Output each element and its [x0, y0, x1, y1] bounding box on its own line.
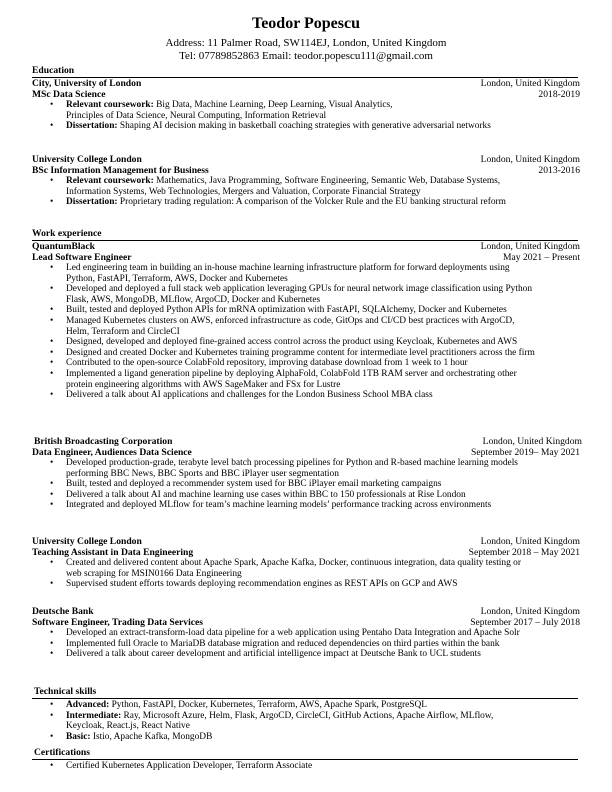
- candidate-name: Teodor Popescu: [251, 15, 360, 32]
- bullet-line: Developed an extract-transform-load data pipeline for a web application using Pentaho Data Integration and Apache Solr: [66, 628, 520, 638]
- entry-location: London, United Kingdom: [482, 436, 582, 447]
- bullet-dot: •: [50, 337, 54, 348]
- bullet-line: Delivered a talk about career development and artificial intelligence impact at Deutsche Bank to UCL students: [66, 649, 481, 660]
- bullet-line: Designed, developed and deployed fine-grained access control across the product using Keycloak, Kubernetes and AWS: [66, 337, 518, 348]
- entry-bullets: [50, 628, 600, 660]
- bullet-dot: •: [50, 638, 54, 649]
- entry-location: London, United Kingdom: [480, 606, 580, 617]
- entry-bullets: [50, 458, 600, 511]
- bullet-line: Certified Kubernetes Application Developer, Terraform Associate: [66, 761, 313, 771]
- entry-header-row: [32, 606, 580, 617]
- organization-name: British Broadcasting Corporation: [34, 436, 173, 447]
- bullet-item: [50, 390, 600, 401]
- bullet-item: [50, 732, 600, 743]
- bullet-line: Information Systems, Web Technologies, Mergers and Valuation, Corporate Financial Strategy: [66, 186, 421, 197]
- bullet-item: [50, 369, 600, 390]
- contact-line: Tel: 07789852863 Email: teodor.popescu111@gmail.com: [179, 50, 433, 62]
- entry-location: London, United Kingdom: [480, 536, 580, 547]
- entry-bullets: [50, 100, 600, 132]
- bullet-item: [50, 700, 600, 711]
- bullet-line: Relevant coursework: Big Data, Machine Learning, Deep Learning, Visual Analytics,: [66, 100, 393, 110]
- entry-role-row: [32, 89, 580, 100]
- role-title: MSc Data Science: [32, 89, 106, 100]
- bullet-dot: •: [50, 700, 54, 710]
- skills-heading: Technical skills: [34, 686, 97, 697]
- bullet-line: Python, FastAPI, Terraform, AWS, Docker and Kubernetes: [66, 273, 288, 284]
- entry-location: London, United Kingdom: [480, 78, 580, 89]
- bullet-dot: •: [50, 263, 54, 273]
- bullet-item: [50, 316, 600, 337]
- entry-role-row: [32, 165, 580, 176]
- bullet-item: [50, 479, 600, 490]
- entry-header-row: [34, 436, 582, 447]
- organization-name: QuantumBlack: [32, 241, 95, 252]
- entry-header-row: [32, 154, 580, 165]
- bullet-item: [50, 649, 600, 660]
- bullet-dot: •: [50, 710, 54, 721]
- entry-dates: September 2017 – July 2018: [470, 617, 580, 628]
- entry-location: London, United Kingdom: [480, 241, 580, 252]
- entry-bullets: [50, 176, 600, 208]
- bullet-item: [50, 639, 600, 650]
- bullet-line: Helm, Terraform and CircleCI: [66, 326, 180, 337]
- organization-name: University College London: [32, 154, 142, 165]
- bullet-line: Implemented a ligand generation pipeline by deploying AlphaFold, ColabFold 1TB RAM server and orchestrating other: [66, 368, 517, 379]
- bullet-line: Basic: Istio, Apache Kafka, MongoDB: [66, 731, 213, 742]
- bullet-line: Delivered a talk about AI applications and challenges for the London Business School MBA class: [66, 390, 433, 401]
- organization-name: University College London: [32, 536, 142, 547]
- bullet-item: [50, 284, 600, 305]
- bullet-item: [50, 263, 600, 284]
- bullet-dot: •: [50, 458, 54, 468]
- entry-role-row: [32, 252, 580, 263]
- work-heading: Work experience: [32, 228, 102, 239]
- bullet-line: Advanced: Python, FastAPI, Docker, Kubernetes, Terraform, AWS, Apache Spark, PostgreSQL: [66, 700, 428, 710]
- bullet-dot: •: [50, 315, 54, 326]
- entry-header-row: [32, 536, 580, 547]
- bullet-line: Relevant coursework: Mathematics, Java Programming, Software Engineering, Semantic Web, Database Systems,: [66, 176, 501, 186]
- bullet-dot: •: [50, 731, 54, 742]
- bullet-line: protein engineering algorithms with AWS SageMaker and FSx for Lustre: [66, 379, 341, 390]
- bullet-item: [50, 348, 600, 359]
- bullet-line: Created and delivered content about Apache Spark, Apache Kafka, Docker, continuous integration, data quality testing or: [66, 558, 521, 568]
- bullet-dot: •: [50, 489, 54, 500]
- bullet-dot: •: [50, 347, 54, 358]
- bullet-dot: •: [50, 479, 54, 490]
- bullet-line: Intermediate: Ray, Microsoft Azure, Helm, Flask, ArgoCD, CircleCI, GitHub Actions, Apache Airflow, MLflow,: [66, 710, 494, 721]
- bullet-line: Led engineering team in building an in-house machine learning infrastructure platform for forward deployments using: [66, 263, 510, 273]
- bullet-item: [50, 458, 600, 479]
- entry-dates: September 2019– May 2021: [471, 447, 580, 458]
- entry-role-row: [32, 617, 580, 628]
- address-line: Address: 11 Palmer Road, SW114EJ, London, United Kingdom: [165, 37, 447, 49]
- section-divider: [32, 759, 578, 760]
- entry-location: London, United Kingdom: [480, 154, 580, 165]
- bullet-label: Relevant coursework:: [66, 100, 154, 110]
- bullet-item: [50, 628, 600, 639]
- bullet-label: Intermediate:: [66, 710, 122, 721]
- bullet-label: Basic:: [66, 731, 91, 742]
- role-title: Teaching Assistant in Data Engineering: [32, 547, 194, 558]
- bullet-dot: •: [50, 197, 54, 208]
- bullet-dot: •: [50, 121, 54, 132]
- organization-name: City, University of London: [32, 78, 142, 89]
- bullet-line: Implemented full Oracle to MariaDB database migration and reduced dependencies on third parties within the bank: [66, 638, 500, 649]
- bullet-dot: •: [50, 368, 54, 379]
- bullet-line: Principles of Data Science, Neural Computing, Information Retrieval: [66, 110, 327, 121]
- certifications-heading: Certifications: [34, 747, 90, 758]
- bullet-line: Designed and created Docker and Kubernetes training programme content for intermediate level practitioners across the firm: [66, 347, 535, 358]
- bullet-dot: •: [50, 390, 54, 401]
- bullet-line: performing BBC News, BBC Sports and BBC iPlayer user segmentation: [66, 468, 339, 479]
- bullet-dot: •: [50, 500, 54, 511]
- bullet-line: Flask, AWS, MongoDB, MLflow, ArgoCD, Docker and Kubernetes: [66, 294, 321, 305]
- entry-role-row: [32, 447, 580, 458]
- bullet-item: [50, 100, 600, 121]
- bullet-item: [50, 121, 600, 132]
- bullet-label: Relevant coursework:: [66, 176, 154, 186]
- bullet-dot: •: [50, 579, 54, 590]
- bullet-line: Keycloak, React.js, React Native: [66, 721, 190, 732]
- entry-header-row: [32, 241, 580, 252]
- education-heading: Education: [32, 65, 75, 76]
- bullet-dot: •: [50, 628, 54, 638]
- bullet-label: Dissertation:: [66, 197, 118, 208]
- role-title: Data Engineer, Audiences Data Science: [32, 447, 192, 458]
- organization-name: Deutsche Bank: [32, 606, 94, 617]
- role-title: BSc Information Management for Business: [32, 165, 209, 176]
- bullet-dot: •: [50, 358, 54, 369]
- entry-dates: May 2021 – Present: [502, 252, 580, 263]
- bullet-item: [50, 197, 600, 208]
- entry-dates: September 2018 – May 2021: [468, 547, 580, 558]
- bullet-item: [50, 558, 600, 579]
- certifications-list: [50, 761, 600, 772]
- bullet-line: Developed production-grade, terabyte level batch processing pipelines for Python and R-based machine learning models: [66, 458, 518, 468]
- bullet-dot: •: [50, 305, 54, 316]
- bullet-item: [50, 761, 600, 772]
- bullet-label: Advanced:: [66, 700, 110, 710]
- skills-list: [50, 700, 600, 742]
- entry-bullets: [50, 263, 600, 401]
- bullet-line: Dissertation: Proprietary trading regulation: A comparison of the Volcker Rule and the EU banking structural reform: [66, 197, 506, 208]
- bullet-item: [50, 500, 600, 511]
- entry-bullets: [50, 558, 600, 590]
- bullet-line: web scraping for MSIN0166 Data Engineering: [66, 568, 242, 579]
- entry-role-row: [32, 547, 580, 558]
- bullet-item: [50, 490, 600, 501]
- bullet-item: [50, 337, 600, 348]
- role-title: Lead Software Engineer: [32, 252, 132, 263]
- bullet-item: [50, 579, 600, 590]
- bullet-line: Integrated and deployed MLflow for team’s machine learning models’ performance tracking across environments: [66, 500, 492, 511]
- entry-dates: 2013-2016: [538, 165, 580, 176]
- bullet-line: Built, tested and deployed a recommender system used for BBC iPlayer email marketing campaigns: [66, 479, 442, 490]
- bullet-dot: •: [50, 761, 54, 771]
- bullet-item: [50, 305, 600, 316]
- bullet-dot: •: [50, 558, 54, 568]
- bullet-line: Managed Kubernetes clusters on AWS, enforced infrastructure as code, GitOps and CI/CD best practices with ArgoCD,: [66, 315, 515, 326]
- bullet-label: Dissertation:: [66, 121, 118, 132]
- bullet-dot: •: [50, 100, 54, 110]
- bullet-line: Dissertation: Shaping AI decision making in basketball coaching strategies with generative adversarial networks: [66, 121, 491, 132]
- bullet-line: Supervised student efforts towards deploying recommendation engines as REST APIs on GCP and AWS: [66, 579, 458, 590]
- bullet-dot: •: [50, 284, 54, 295]
- entry-dates: 2018-2019: [538, 89, 580, 100]
- bullet-item: [50, 358, 600, 369]
- bullet-item: [50, 711, 600, 732]
- bullet-line: Contributed to the open-source ColabFold repository, improving database download from 1 week to 1 hour: [66, 358, 468, 369]
- bullet-line: Developed and deployed a full stack web application leveraging GPUs for neural network image classification using Python: [66, 284, 533, 295]
- role-title: Software Engineer, Trading Data Services: [32, 617, 203, 628]
- bullet-dot: •: [50, 649, 54, 660]
- entry-header-row: [32, 78, 580, 89]
- bullet-dot: •: [50, 176, 54, 186]
- section-divider: [32, 698, 578, 699]
- bullet-line: Delivered a talk about AI and machine learning use cases within BBC to 150 professionals at Rise London: [66, 489, 466, 500]
- bullet-item: [50, 176, 600, 197]
- bullet-line: Built, tested and deployed Python APIs for mRNA optimization with FastAPI, SQLAlchemy, Docker and Kubernetes: [66, 305, 507, 316]
